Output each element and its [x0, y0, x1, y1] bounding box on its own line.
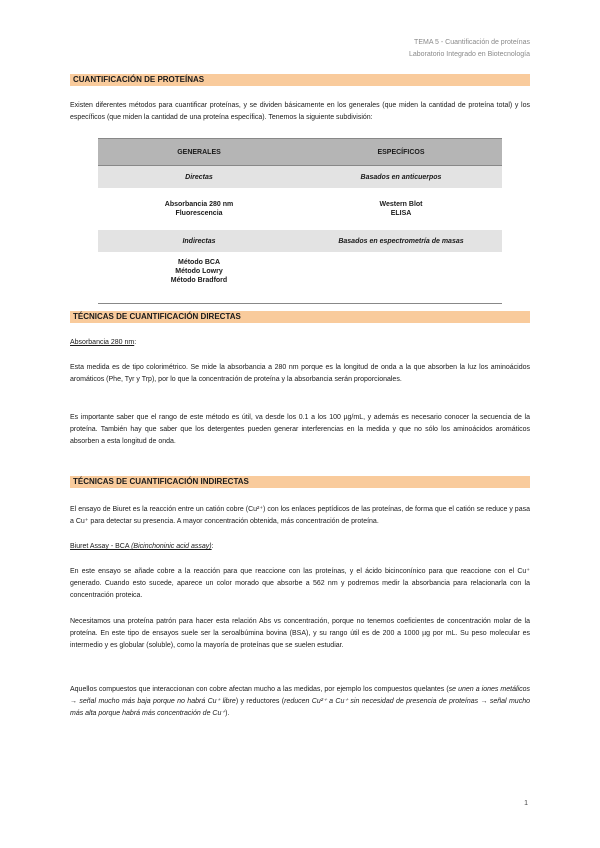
subheading-bca-name: Biuret Assay - BCA	[70, 543, 130, 550]
section-title-cuantificacion: CUANTIFICACIÓN DE PROTEÍNAS	[70, 74, 530, 86]
page-header	[409, 37, 530, 61]
header-topic: TEMA 5 - Cuantificación de proteínas	[414, 39, 530, 46]
paragraph-interferences	[70, 684, 530, 720]
subdivision-table	[98, 138, 502, 304]
band-indirectas: Indirectas	[98, 230, 300, 252]
cell-anticuerpos-methods	[300, 188, 502, 230]
paragraph-bca-procedure: En este ensayo se añade cobre a la reacción para que reaccione con las proteínas, y el ácido bicinconínico para que reaccione con el Cu⁺ generado. Cuando esto sucede, aparece un color morado que absorbe a 562 nm y podremos medir la absorbancia para relacionarla con la concentración proteica.	[70, 568, 530, 599]
band-directas: Directas	[98, 166, 300, 189]
subheading-bca	[70, 541, 530, 553]
paragraph-bca-standard: Necesitamos una proteína patrón para hacer esta relación Abs vs concentración, porque no tenemos coeficientes de concentración molar de la proteína. En este tipo de ensayos suele ser la seroalbúmina bovina (BSA), y su rango útil es de 200 a 1000 µg por mL. Su peso molecular es intermedio y es globular (soluble), como la mayoría de proteínas que se suelen estudiar.	[70, 618, 530, 649]
interferences-text-a: Aquellos compuestos que interaccionan con cobre afectan mucho a las medidas, por ejemplo los compuestos quelantes (	[70, 686, 449, 693]
method-bradford: Método Bradford	[170, 277, 228, 284]
header-course: Laboratorio Integrado en Biotecnología	[408, 51, 530, 58]
method-western-blot: Western Blot	[379, 201, 423, 208]
col-header-especificos: ESPECÍFICOS	[300, 139, 502, 166]
method-elisa: ELISA	[390, 210, 412, 217]
paragraph-biuret: El ensayo de Biuret es la reacción entre un catión cobre (Cu²⁺) con los enlaces peptídicos de las proteínas, de forma que el catión se reduce y pasa a Cu⁺ para detectar su presencia. A mayor concentración obtenida, más concentración de proteína.	[70, 506, 530, 525]
paragraph-absorbancia-2: Es importante saber que el rango de este método es útil, va desde los 0.1 a los 100 µg/mL, y además es necesario conocer la secuencia de la proteína. También hay que saber que los detergentes pueden generar interferencias en la medida y que no sólo los aminoácidos aromáticos absorben a esta longitud de onda.	[70, 414, 530, 445]
page-number: 1	[524, 800, 528, 807]
subheading-absorbancia-text: Absorbancia 280 nm	[70, 339, 135, 346]
cell-indirectas-methods	[98, 252, 300, 304]
intro-paragraph: Existen diferentes métodos para cuantificar proteínas, y se dividen básicamente en los generales (que miden la cantidad de proteína total) y los específicos (que miden la cantidad de una proteína específica). Tenemos la siguiente subdivisión:	[70, 102, 530, 121]
paragraph-absorbancia-1: Esta medida es de tipo colorimétrico. Se mide la absorbancia a 280 nm porque es la longitud de onda a la que absorben la luz los aminoácidos aromáticos (Phe, Tyr y Trp), por lo que la concentración de proteína y la absorbancia serán proporcionales.	[70, 364, 530, 383]
section-title-indirectas: TÉCNICAS DE CUANTIFICACIÓN INDIRECTAS	[70, 476, 530, 488]
cell-espectrometria-empty	[300, 252, 502, 304]
subheading-absorbancia	[70, 337, 530, 349]
interferences-reductores: reducen Cu²⁺ a Cu⁺ sin necesidad de presencia de proteínas → señal mucho más alta porque habrá más concentración de Cu⁺	[70, 698, 530, 717]
subheading-bca-text	[70, 543, 212, 550]
section-title-directas: TÉCNICAS DE CUANTIFICACIÓN DIRECTAS	[70, 311, 530, 323]
method-fluorescencia: Fluorescencia	[175, 210, 223, 217]
subheading-absorbancia-colon: :	[134, 339, 137, 346]
subheading-bca-full: (Bicinchoninic acid assay)	[131, 543, 212, 550]
band-espectrometria: Basados en espectrometría de masas	[300, 230, 502, 252]
cell-directas-methods	[98, 188, 300, 230]
method-lowry: Método Lowry	[175, 268, 223, 275]
subheading-bca-colon: :	[211, 543, 214, 550]
band-anticuerpos: Basados en anticuerpos	[300, 166, 502, 189]
interferences-text-c: ) y reductores (	[235, 698, 285, 705]
interferences-text-e: ).	[225, 710, 230, 717]
interferences-quelantes: se unen a iones metálicos → señal mucho más baja porque no habrá Cu⁺ libre	[70, 686, 530, 705]
method-bca: Método BCA	[178, 259, 220, 266]
col-header-generales: GENERALES	[98, 139, 300, 166]
method-absorbancia: Absorbancia 280 nm	[164, 201, 234, 208]
